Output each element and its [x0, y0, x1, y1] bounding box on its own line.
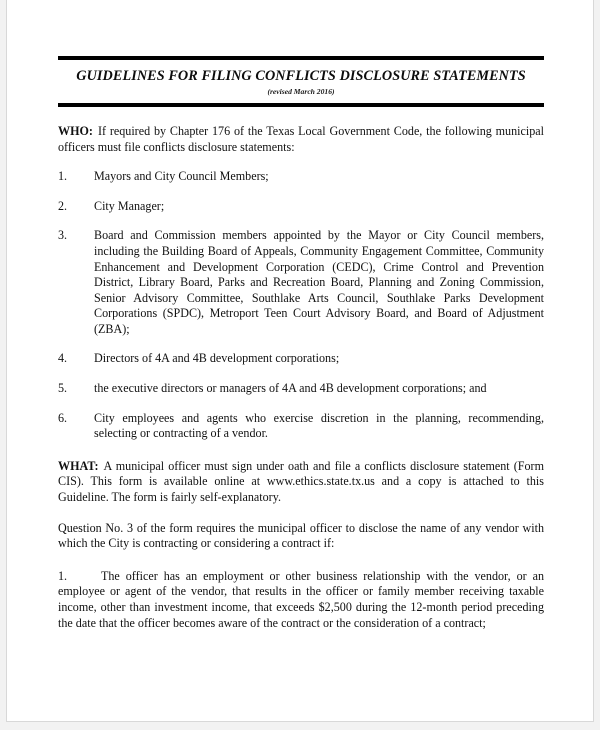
what-label: WHAT:	[58, 458, 99, 473]
condition-text: The officer has an employment or other business relationship with the vendor, or an employee or agent of the vendor, that results in the officer or family member receiving taxable income, other than investment income, that exceeds $2,500 during the 12-month period preceding the date that the officer becomes aware of the contract or the consideration of a contract;	[58, 568, 544, 630]
who-list	[58, 169, 544, 442]
header-rule-bottom	[58, 103, 544, 107]
question-intro-paragraph: Question No. 3 of the form requires the municipal officer to disclose the name of any vendor with which the City is contracting or considering a contract if:	[58, 520, 544, 551]
who-paragraph	[58, 124, 544, 155]
document-header	[58, 60, 544, 103]
list-item-text: Board and Commission members appointed by the Mayor or City Council members, including the Building Board of Appeals, Community Engagement Committee, Community Enhancement and Development Corporation (CEDC), Crime Control and Prevention District, Library Board, Parks and Recreation Board, Planning and Zoning Commission, Senior Advisory Committee, Southlake Arts Council, Southlake Parks Development Corporations (SPDC), Metroport Teen Court Advisory Board, and Board of Adjustment (ZBA);	[94, 228, 544, 336]
revision-subtitle: (revised March 2016)	[267, 86, 335, 96]
list-item-number: 1.	[58, 169, 68, 184]
list-item	[58, 199, 544, 215]
list-item-text: the executive directors or managers of 4A and 4B development corporations; and	[94, 381, 487, 396]
list-item-text: Mayors and City Council Members;	[94, 169, 269, 184]
what-paragraph	[58, 459, 544, 506]
list-item-number: 4.	[58, 351, 68, 366]
document-content	[58, 0, 544, 631]
list-item	[58, 169, 544, 185]
list-item-number: 5.	[58, 381, 68, 396]
who-label: WHO:	[58, 123, 93, 138]
what-text: A municipal officer must sign under oath and file a conflicts disclosure statement (Form CIS). This form is available online at www.ethics.state.tx.us and a copy is attached to this Guideline. The form is fairly self-explanatory.	[58, 458, 544, 505]
list-item-number: 3.	[58, 228, 68, 243]
condition-item	[58, 569, 544, 631]
list-item-text: City Manager;	[94, 198, 165, 213]
list-item	[58, 381, 544, 397]
who-text: If required by Chapter 176 of the Texas Local Government Code, the following municipal officers must file conflicts disclosure statements:	[58, 123, 544, 154]
list-item	[58, 228, 544, 337]
list-item-text: City employees and agents who exercise discretion in the planning, recommending, selecting or contracting of a vendor.	[94, 410, 544, 441]
list-item-text: Directors of 4A and 4B development corporations;	[94, 351, 340, 366]
page-title: GUIDELINES FOR FILING CONFLICTS DISCLOSURE STATEMENTS	[76, 68, 526, 84]
list-item	[58, 411, 544, 442]
list-item	[58, 351, 544, 367]
list-item-number: 6.	[58, 410, 68, 425]
document-page	[6, 0, 594, 722]
condition-number: 1.	[58, 568, 68, 583]
list-item-number: 2.	[58, 198, 68, 213]
